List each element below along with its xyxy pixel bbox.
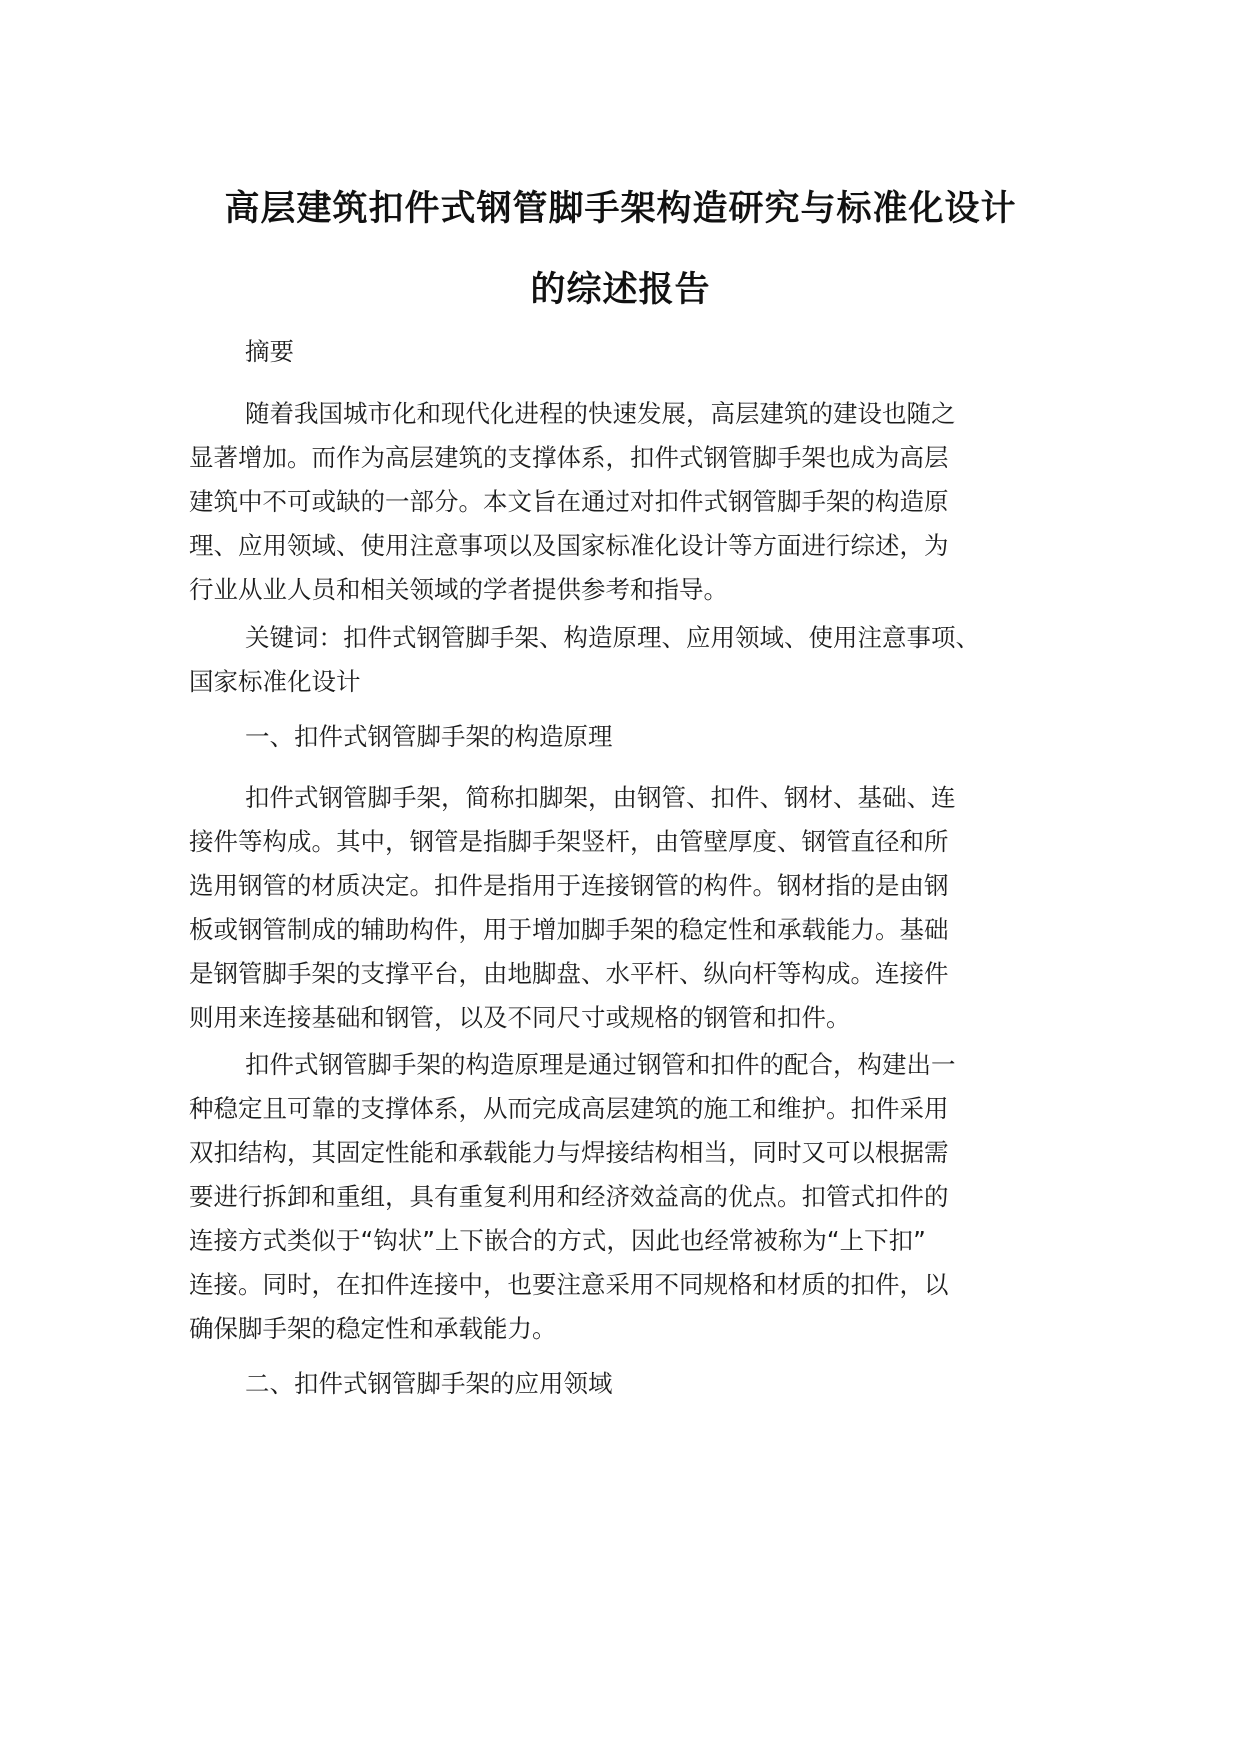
document-title-line-2: 的综述报告	[530, 270, 711, 310]
abstract-paragraph	[189, 392, 1069, 612]
keywords-line: 国家标准化设计	[189, 667, 361, 696]
section-1-heading: 一、扣件式钢管脚手架的构造原理	[245, 722, 613, 751]
paragraph-line: 种稳定且可靠的支撑体系，从而完成高层建筑的施工和维护。扣件采用	[189, 1094, 949, 1123]
paragraph-line: 扣件式钢管脚手架，简称扣脚架，由钢管、扣件、钢材、基础、连	[245, 783, 956, 812]
keywords-line: 关键词：扣件式钢管脚手架、构造原理、应用领域、使用注意事项、	[245, 623, 980, 652]
abstract-line: 理、应用领域、使用注意事项以及国家标准化设计等方面进行综述，为	[189, 531, 949, 560]
paragraph-line: 连接方式类似于“钩状”上下嵌合的方式，因此也经常被称为“上下扣”	[189, 1226, 926, 1255]
paragraph-line: 接件等构成。其中，钢管是指脚手架竖杆，由管壁厚度、钢管直径和所	[189, 827, 949, 856]
keywords-paragraph	[189, 616, 1069, 704]
section-2-heading: 二、扣件式钢管脚手架的应用领域	[245, 1369, 613, 1398]
abstract-line: 行业从业人员和相关领域的学者提供参考和指导。	[189, 575, 728, 604]
paragraph-line: 选用钢管的材质决定。扣件是指用于连接钢管的构件。钢材指的是由钢	[189, 871, 949, 900]
section-1-paragraph-1	[189, 776, 1069, 1040]
section-1-paragraph-2	[189, 1043, 1069, 1351]
paragraph-line: 连接。同时，在扣件连接中，也要注意采用不同规格和材质的扣件，以	[189, 1270, 949, 1299]
abstract-line: 随着我国城市化和现代化进程的快速发展，高层建筑的建设也随之	[245, 399, 956, 428]
abstract-heading: 摘要	[245, 337, 294, 366]
paragraph-line: 是钢管脚手架的支撑平台，由地脚盘、水平杆、纵向杆等构成。连接件	[189, 959, 949, 988]
document-title-line-1: 高层建筑扣件式钢管脚手架构造研究与标准化设计	[224, 189, 1017, 229]
paragraph-line: 则用来连接基础和钢管，以及不同尺寸或规格的钢管和扣件。	[189, 1003, 851, 1032]
abstract-line: 显著增加。而作为高层建筑的支撑体系，扣件式钢管脚手架也成为高层	[189, 443, 949, 472]
paragraph-line: 双扣结构，其固定性能和承载能力与焊接结构相当，同时又可以根据需	[189, 1138, 949, 1167]
abstract-line: 建筑中不可或缺的一部分。本文旨在通过对扣件式钢管脚手架的构造原	[189, 487, 949, 516]
paragraph-line: 板或钢管制成的辅助构件，用于增加脚手架的稳定性和承载能力。基础	[189, 915, 949, 944]
paragraph-line: 要进行拆卸和重组，具有重复利用和经济效益高的优点。扣管式扣件的	[189, 1182, 949, 1211]
paragraph-line: 确保脚手架的稳定性和承载能力。	[189, 1314, 557, 1343]
paragraph-line: 扣件式钢管脚手架的构造原理是通过钢管和扣件的配合，构建出一	[245, 1050, 956, 1079]
